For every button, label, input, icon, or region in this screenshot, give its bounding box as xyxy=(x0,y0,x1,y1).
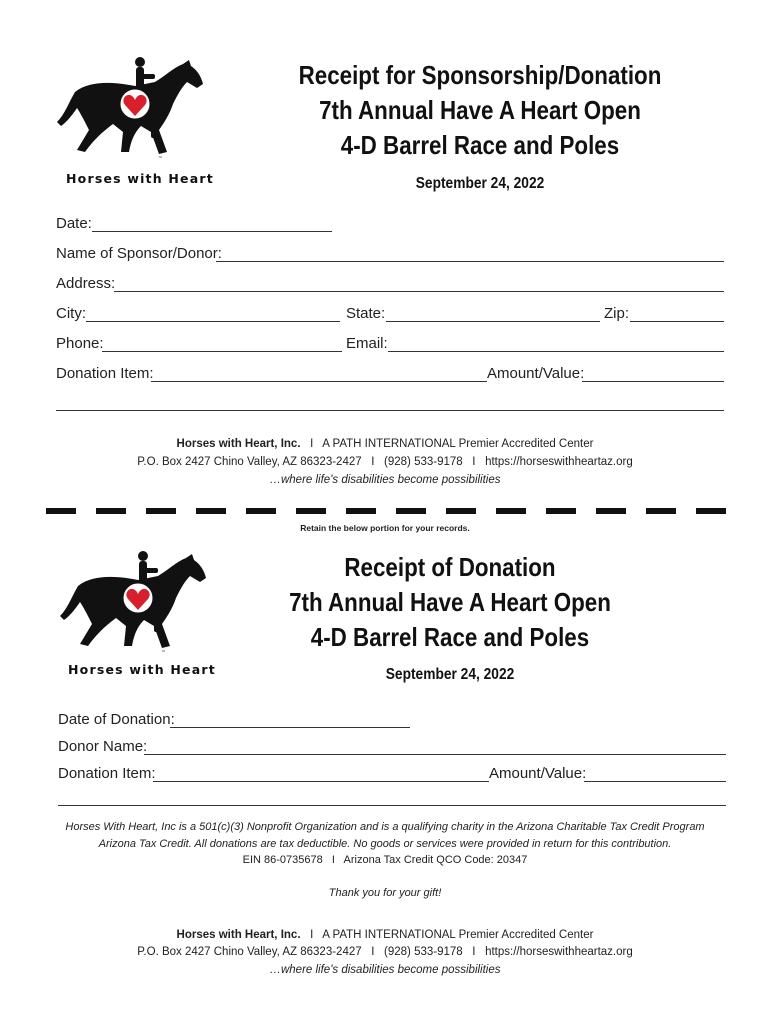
top-tagline: …where life's disabilities become possibilities xyxy=(269,474,501,486)
zip-line[interactable] xyxy=(630,321,724,322)
top-title-line-2: 7th Annual Have A Heart Open xyxy=(319,95,641,125)
org-name: Horses with Heart, Inc. xyxy=(176,438,301,450)
website-link[interactable]: https://horseswithheartaz.org xyxy=(485,946,633,958)
thank-you: Thank you for your gift! xyxy=(328,887,442,899)
email-line[interactable] xyxy=(388,351,724,352)
accreditation: A PATH INTERNATIONAL Premier Accredited Center xyxy=(322,929,594,941)
city-label: City: xyxy=(56,305,86,322)
donation-item-label: Donation Item: xyxy=(56,365,154,382)
retain-note: Retain the below portion for your records. xyxy=(300,523,470,533)
horses-with-heart-logo-bottom xyxy=(58,546,208,658)
horses-with-heart-logo-top xyxy=(55,52,205,164)
donation-date-line[interactable] xyxy=(170,727,410,728)
sponsor-line[interactable] xyxy=(216,261,724,262)
state-line[interactable] xyxy=(386,321,600,322)
extra-line[interactable] xyxy=(56,410,724,411)
top-title-line-3: 4-D Barrel Race and Poles xyxy=(340,130,620,160)
bottom-event-date: September 24, 2022 xyxy=(385,666,515,683)
separator: I xyxy=(472,456,476,468)
qco-code: Arizona Tax Credit QCO Code: 20347 xyxy=(343,854,528,866)
state-label: State: xyxy=(346,305,386,322)
website-link[interactable]: https://horseswithheartaz.org xyxy=(485,456,633,468)
donation-item-line[interactable] xyxy=(151,381,487,382)
postal-address: P.O. Box 2427 Chino Valley, AZ 86323-2427 xyxy=(137,946,362,958)
top-footer-line-1 xyxy=(0,438,770,450)
disclaimer-line-1: Horses With Heart, Inc is a 501(c)(3) Nonprofit Organization and is a qualifying charity in the Arizona Charitable Tax Credit Program xyxy=(65,821,705,833)
donor-name-label: Donor Name: xyxy=(58,738,148,755)
bottom-title-line-2: 7th Annual Have A Heart Open xyxy=(289,587,611,617)
amount-line[interactable] xyxy=(582,381,724,382)
bottom-tagline: …where life's disabilities become possibilities xyxy=(269,964,501,976)
bottom-extra-line[interactable] xyxy=(58,805,726,806)
disclaimer-line-2: Arizona Tax Credit. All donations are tax deductible. No goods or services were provided in return for this contribution. xyxy=(98,838,672,850)
svg-text:™: ™ xyxy=(161,650,166,656)
logo-text-top: Horses with Heart xyxy=(66,171,214,186)
separator: I xyxy=(371,456,375,468)
bottom-donation-item-label: Donation Item: xyxy=(58,765,156,782)
separator: I xyxy=(310,438,314,450)
sponsor-label: Name of Sponsor/Donor: xyxy=(56,245,222,262)
svg-text:™: ™ xyxy=(158,156,163,162)
phone-line[interactable] xyxy=(102,351,342,352)
separator: I xyxy=(472,946,476,958)
separator: I xyxy=(371,946,375,958)
city-line[interactable] xyxy=(86,321,340,322)
bottom-title-line-3: 4-D Barrel Race and Poles xyxy=(310,622,590,652)
bottom-donation-item-line[interactable] xyxy=(153,781,489,782)
bottom-title-line-1: Receipt of Donation xyxy=(344,552,556,582)
separator: I xyxy=(310,929,314,941)
date-label: Date: xyxy=(56,215,92,232)
top-footer-line-2 xyxy=(0,456,770,468)
postal-address: P.O. Box 2427 Chino Valley, AZ 86323-2427 xyxy=(137,456,362,468)
donor-name-line[interactable] xyxy=(144,754,726,755)
accreditation: A PATH INTERNATIONAL Premier Accredited Center xyxy=(322,438,594,450)
address-label: Address: xyxy=(56,275,116,292)
top-title-line-1: Receipt for Sponsorship/Donation xyxy=(298,60,662,90)
date-line[interactable] xyxy=(92,231,332,232)
amount-label: Amount/Value: xyxy=(487,365,585,382)
address-line[interactable] xyxy=(114,291,724,292)
email-label: Email: xyxy=(346,335,388,352)
separator: I xyxy=(331,854,335,866)
phone-number: (928) 533-9178 xyxy=(384,456,463,468)
phone-label: Phone: xyxy=(56,335,104,352)
bottom-amount-line[interactable] xyxy=(584,781,726,782)
top-event-date: September 24, 2022 xyxy=(415,175,545,192)
ein: EIN 86-0735678 xyxy=(242,854,323,866)
bottom-amount-label: Amount/Value: xyxy=(489,765,587,782)
tax-info xyxy=(0,854,770,866)
donation-date-label: Date of Donation: xyxy=(58,711,175,728)
bottom-footer-line-1 xyxy=(0,929,770,941)
bottom-footer-line-2 xyxy=(0,946,770,958)
phone-number: (928) 533-9178 xyxy=(384,946,463,958)
logo-text-bottom: Horses with Heart xyxy=(68,662,216,677)
zip-label: Zip: xyxy=(604,305,630,322)
org-name: Horses with Heart, Inc. xyxy=(176,929,301,941)
